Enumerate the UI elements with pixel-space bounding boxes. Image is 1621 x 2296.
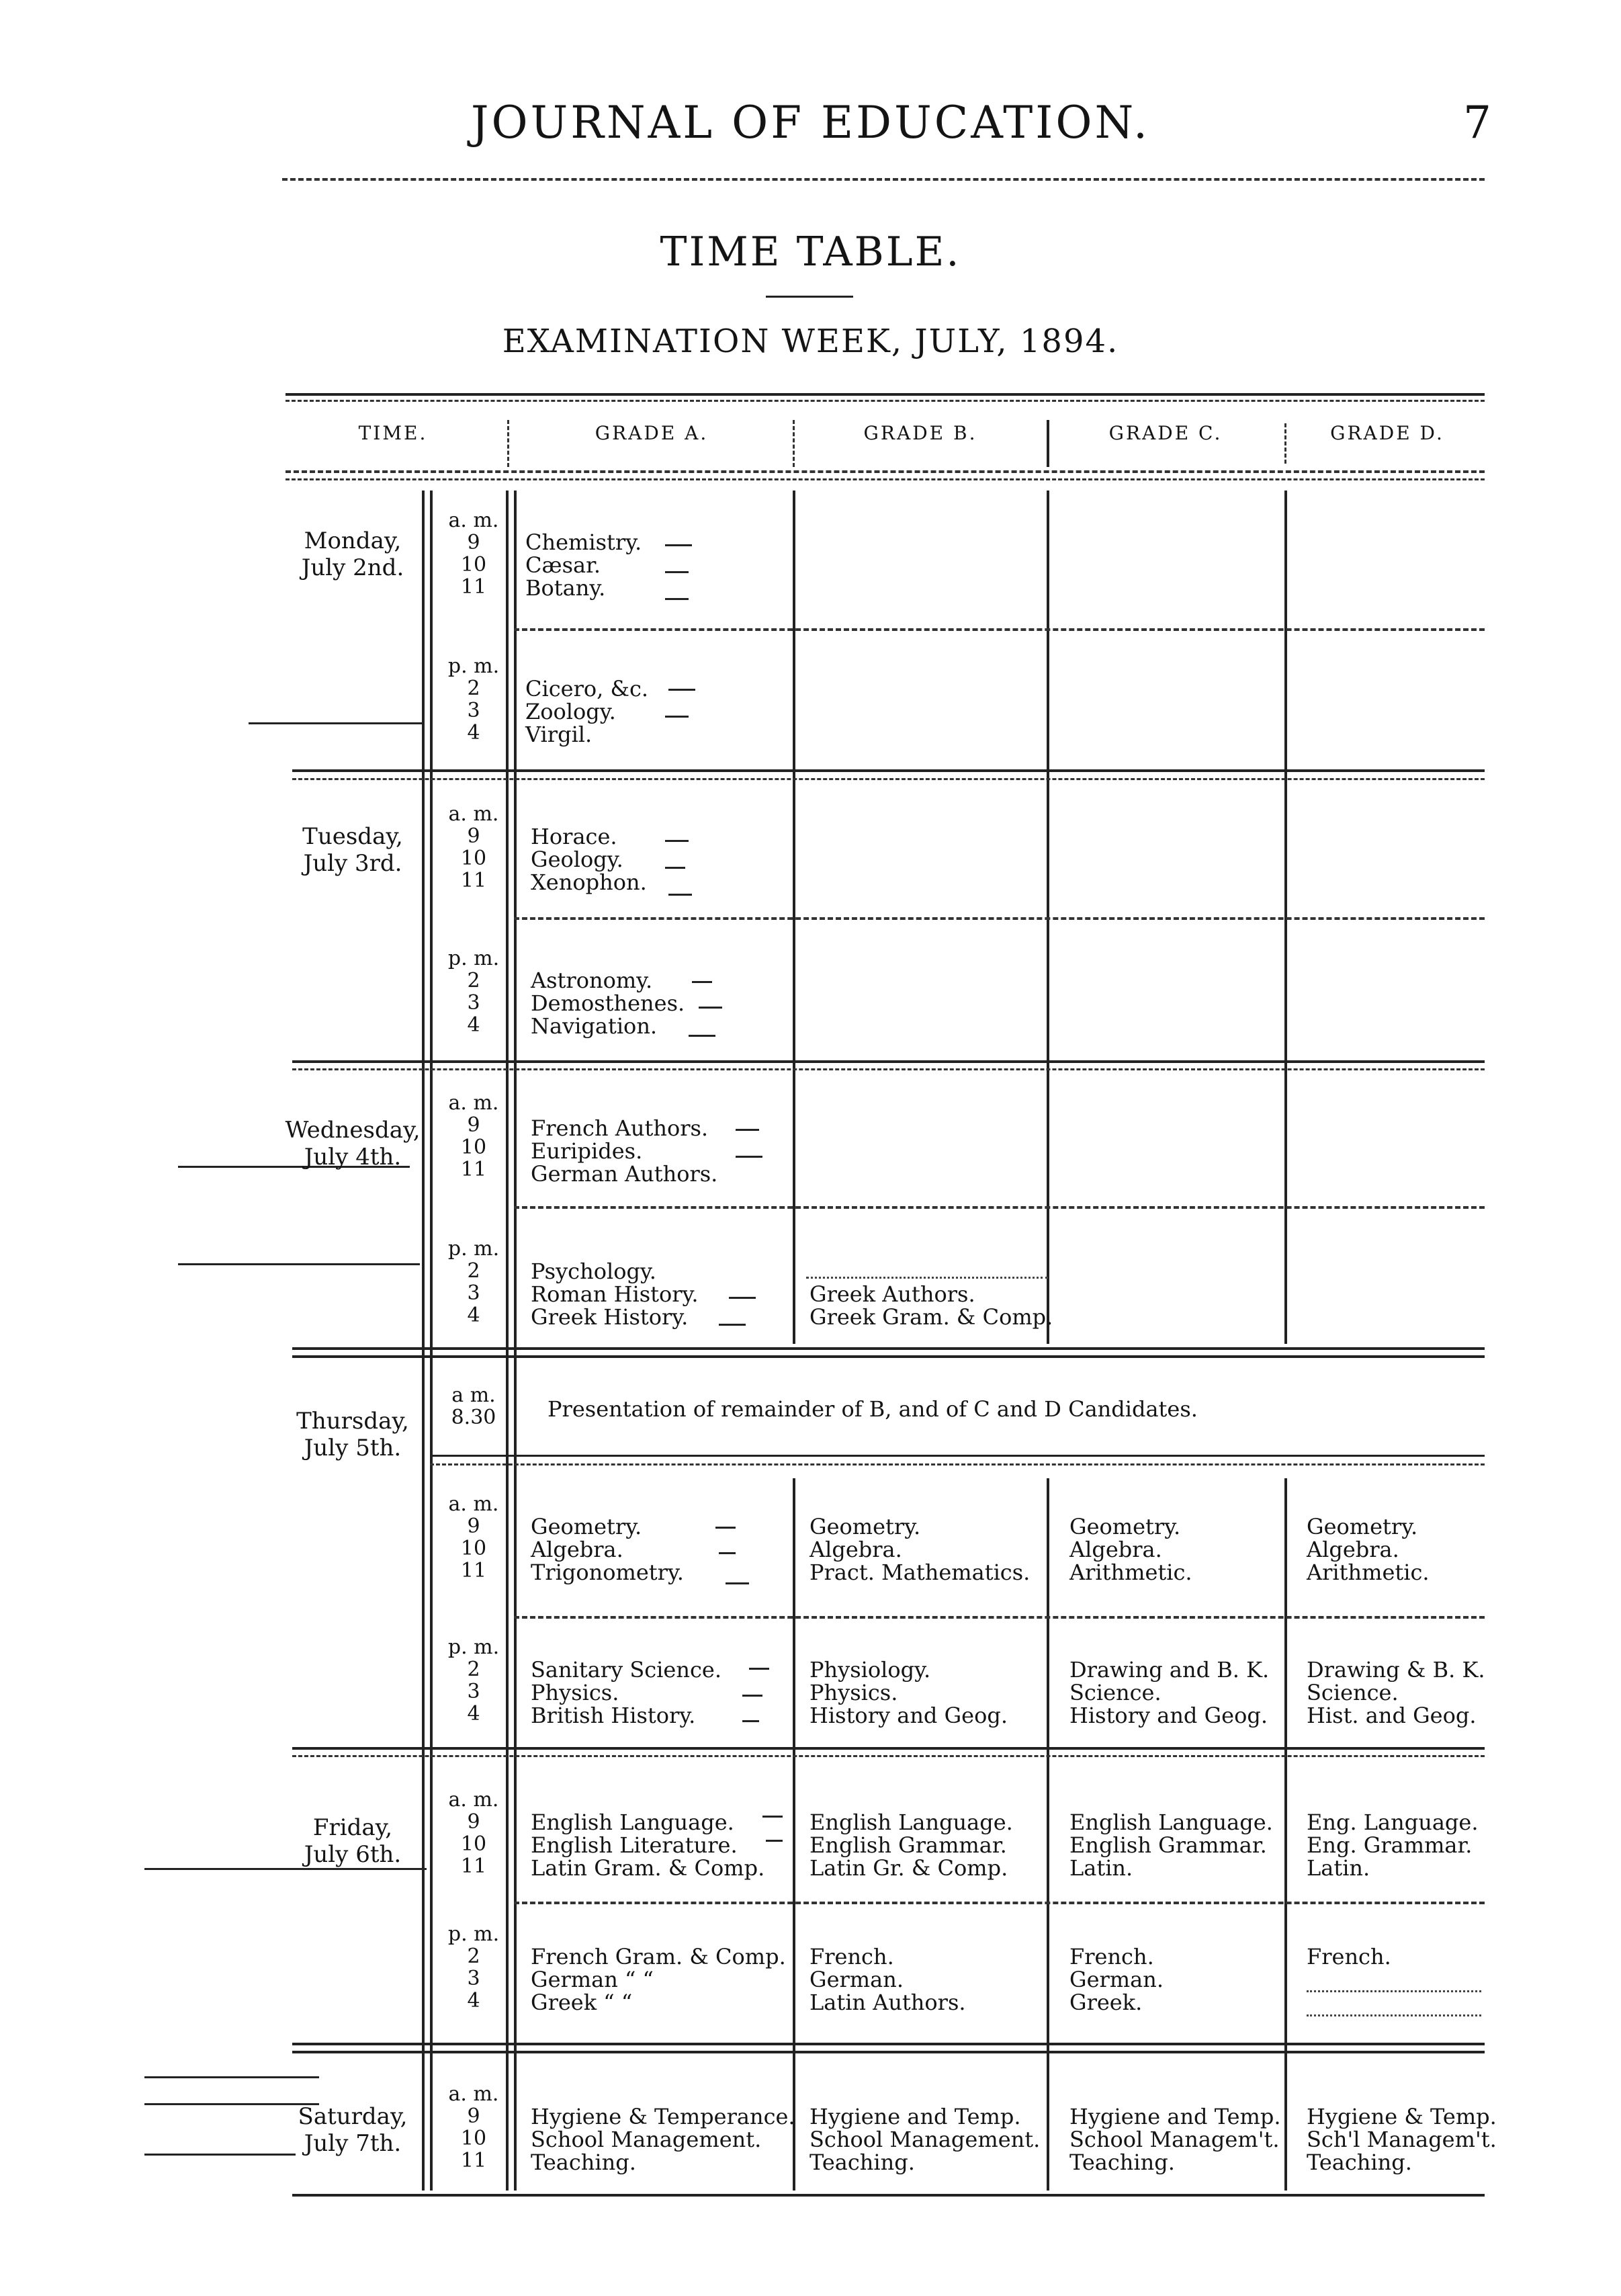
am-hours: a. m. 9 10 11 [448, 802, 499, 892]
time-col-divider [422, 491, 425, 2191]
header-divider [1284, 423, 1286, 464]
grade-a-pm-subjects: Psychology. Roman History. Greek History. [531, 1259, 699, 1330]
am-pm-divider [514, 917, 1485, 920]
day-label: Friday, July 6th. [304, 1814, 402, 1868]
check-mark [736, 1156, 762, 1158]
day-date: July 2nd. [301, 554, 404, 581]
am-pm-divider [514, 1902, 1485, 1904]
grade-b-pm-subjects: French. German. Latin Authors. [809, 1944, 966, 2015]
grade-a-pm-subjects: Cicero, &c. Zoology. Virgil. [525, 676, 649, 747]
page-title: TIME TABLE. [660, 228, 961, 275]
column-header-grade-c: GRADE C. [1108, 422, 1223, 444]
grade-b-am-subjects: Hygiene and Temp. School Management. Teaching. [809, 2104, 1041, 2175]
check-mark [699, 1007, 722, 1009]
am-hours: a. m. 9 10 11 [448, 509, 499, 599]
check-mark [668, 689, 695, 691]
check-mark [742, 1695, 762, 1697]
check-mark [715, 1527, 736, 1529]
grade-b-c-divider [1047, 1478, 1049, 2191]
hours-col-divider [514, 491, 517, 2191]
am-pm-divider [514, 1206, 1485, 1209]
presentation-hours: a m. 8.30 [451, 1384, 496, 1429]
pm-hours: p. m. 2 3 4 [447, 1922, 500, 2012]
time-col-divider [430, 491, 433, 2191]
grade-c-am-subjects: Hygiene and Temp. School Managem't. Teaching. [1069, 2104, 1281, 2175]
grade-a-b-divider [793, 1478, 795, 2191]
day-separator [292, 1747, 1485, 1750]
day-separator [292, 769, 1485, 772]
am-hours: a. m. 9 10 11 [448, 2082, 499, 2172]
grade-d-pm-subjects: French. [1307, 1944, 1391, 1969]
check-mark [762, 1816, 783, 1818]
margin-pen-mark [144, 1868, 427, 1870]
grade-c-am-subjects: Geometry. Algebra. Arithmetic. [1069, 1514, 1192, 1585]
header-divider [1047, 420, 1049, 467]
header-bottom-rule [286, 470, 1485, 473]
grade-a-am-subjects: French Authors. Euripides. German Authors. [531, 1115, 718, 1187]
am-pm-divider [514, 1616, 1485, 1619]
grade-a-am-subjects: Hygiene & Temperance. School Management. Teaching. [531, 2104, 795, 2175]
am-hours: a. m. 9 10 11 [448, 1091, 499, 1181]
check-mark [726, 1582, 749, 1584]
table-top-rule-2 [286, 400, 1485, 402]
column-header-grade-b: GRADE B. [863, 422, 977, 444]
grade-b-am-subjects: Geometry. Algebra. Pract. Mathematics. [809, 1514, 1031, 1585]
day-separator [292, 1347, 1485, 1350]
check-mark [742, 1720, 759, 1722]
grade-d-am-subjects: Hygiene & Temp. Sch'l Managem't. Teaching. [1307, 2104, 1497, 2175]
page-subtitle: EXAMINATION WEEK, JULY, 1894. [502, 323, 1119, 360]
am-hours: a. m. 9 10 11 [448, 1788, 499, 1878]
grade-c-pm-subjects: French. German. Greek. [1069, 1944, 1164, 2015]
check-mark [665, 598, 689, 600]
check-mark [668, 894, 692, 896]
am-hours: a. m. 9 10 11 [448, 1492, 499, 1582]
check-mark [766, 1840, 783, 1842]
check-mark [729, 1297, 756, 1299]
header-divider [507, 420, 509, 467]
grade-a-am-subjects: Geometry. Algebra. Trigonometry. [531, 1514, 684, 1585]
check-mark [719, 1552, 736, 1554]
day-label: Thursday, July 5th. [296, 1408, 409, 1461]
column-header-time: TIME. [358, 422, 428, 444]
grade-a-pm-subjects: Sanitary Science. Physics. British History. [531, 1657, 721, 1728]
am-pm-divider [514, 628, 1485, 631]
day-label: Wednesday, July 4th. [285, 1117, 421, 1171]
day-separator-2 [292, 778, 1485, 780]
grade-a-pm-subjects: Astronomy. Demosthenes. Navigation. [531, 968, 685, 1039]
check-mark [736, 1129, 759, 1131]
header-bottom-rule-2 [286, 478, 1485, 480]
check-mark [665, 867, 685, 869]
margin-pen-mark [144, 2076, 319, 2078]
column-header-grade-d: GRADE D. [1330, 422, 1444, 444]
day-separator-2 [292, 1068, 1485, 1070]
check-mark [665, 716, 689, 718]
day-separator [292, 1060, 1485, 1063]
pm-hours: p. m. 2 3 4 [447, 1237, 500, 1327]
presentation-divider [430, 1455, 1485, 1457]
day-separator-2 [292, 2051, 1485, 2053]
check-mark [692, 981, 712, 983]
day-label [282, 527, 423, 581]
table-bottom-rule [292, 2194, 1485, 2197]
grade-c-am-subjects: English Language. English Grammar. Latin. [1069, 1810, 1273, 1881]
day-separator-2 [292, 1755, 1485, 1757]
check-mark [689, 1035, 715, 1037]
column-header-grade-a: GRADE A. [595, 422, 709, 444]
grade-c-d-divider [1284, 1478, 1287, 2191]
day-separator [292, 2043, 1485, 2045]
day-name: Monday, [304, 527, 402, 554]
table-top-rule [286, 393, 1485, 396]
grade-d-pm-subjects: Drawing & B. K. Science. Hist. and Geog. [1307, 1657, 1485, 1728]
grade-a-am-subjects: Chemistry. Cæsar. Botany. [525, 529, 642, 601]
grade-c-pm-subjects: Drawing and B. K. Science. History and Geog. [1069, 1657, 1270, 1728]
grade-b-pm-subjects: Physiology. Physics. History and Geog. [809, 1657, 1008, 1728]
check-mark [665, 840, 689, 842]
grade-a-am-subjects: English Language. English Literature. Latin Gram. & Comp. [531, 1810, 765, 1881]
pm-hours: p. m. 2 3 4 [447, 947, 500, 1037]
margin-pen-mark [249, 722, 423, 724]
day-label: Saturday, July 7th. [298, 2103, 408, 2157]
margin-pen-mark [178, 1263, 420, 1265]
grade-a-pm-subjects: French Gram. & Comp. German “ “ Greek “ “ [531, 1944, 786, 2015]
grade-b-pm-subjects: Greek Authors. Greek Gram. & Comp. [809, 1281, 1053, 1330]
day-separator-2 [292, 1355, 1485, 1358]
check-mark [719, 1324, 746, 1326]
check-mark [749, 1668, 769, 1670]
check-mark [665, 544, 692, 546]
presentation-notice: Presentation of remainder of B, and of C and D Candidates. [547, 1396, 1198, 1422]
grade-d-am-subjects: Eng. Language. Eng. Grammar. Latin. [1307, 1810, 1479, 1881]
journal-title: JOURNAL OF EDUCATION. [471, 97, 1150, 148]
check-mark [665, 571, 689, 573]
pm-hours: p. m. 2 3 4 [447, 1635, 500, 1726]
day-label: Tuesday, July 3rd. [302, 823, 403, 877]
margin-pen-mark [144, 2154, 296, 2156]
dotted-leader [1307, 1990, 1481, 1992]
pm-hours: p. m. 2 3 4 [447, 654, 500, 745]
presentation-divider-2 [430, 1463, 1485, 1465]
grade-a-am-subjects: Horace. Geology. Xenophon. [531, 824, 647, 895]
page-number: 7 [1463, 97, 1491, 148]
grade-b-am-subjects: English Language. English Grammar. Latin Gr. & Comp. [809, 1810, 1013, 1881]
dotted-leader [1307, 2014, 1481, 2016]
header-divider [793, 420, 795, 467]
grade-d-am-subjects: Geometry. Algebra. Arithmetic. [1307, 1514, 1430, 1585]
